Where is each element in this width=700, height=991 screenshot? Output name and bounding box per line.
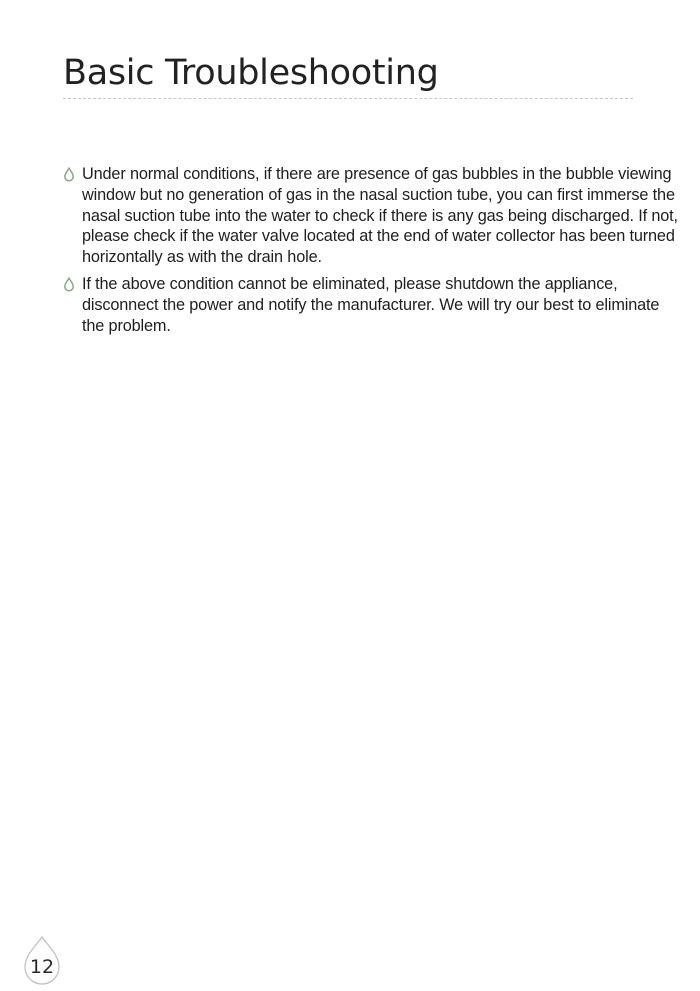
list-item-text: If the above condition cannot be eliminated, please shutdown the appliance, disconnect the power and notify the manufacturer. We will try our best to eliminate the problem. bbox=[82, 274, 660, 335]
title-divider bbox=[63, 98, 633, 99]
troubleshooting-list bbox=[63, 164, 681, 342]
list-item bbox=[63, 274, 681, 336]
page-number: 12 bbox=[29, 956, 55, 978]
water-drop-icon bbox=[63, 277, 75, 292]
page-number-badge bbox=[22, 935, 62, 987]
page-title: Basic Troubleshooting bbox=[63, 53, 439, 93]
list-item-text: Under normal conditions, if there are presence of gas bubbles in the bubble viewing window but no generation of gas in the nasal suction tube, you can first immerse the nasal suction tube into the water to check if there is any gas being discharged. If not, please check if the water valve located at the end of water collector has been turned horizontally as with the drain hole. bbox=[82, 165, 678, 267]
water-drop-icon bbox=[63, 167, 75, 182]
list-item bbox=[63, 164, 681, 268]
